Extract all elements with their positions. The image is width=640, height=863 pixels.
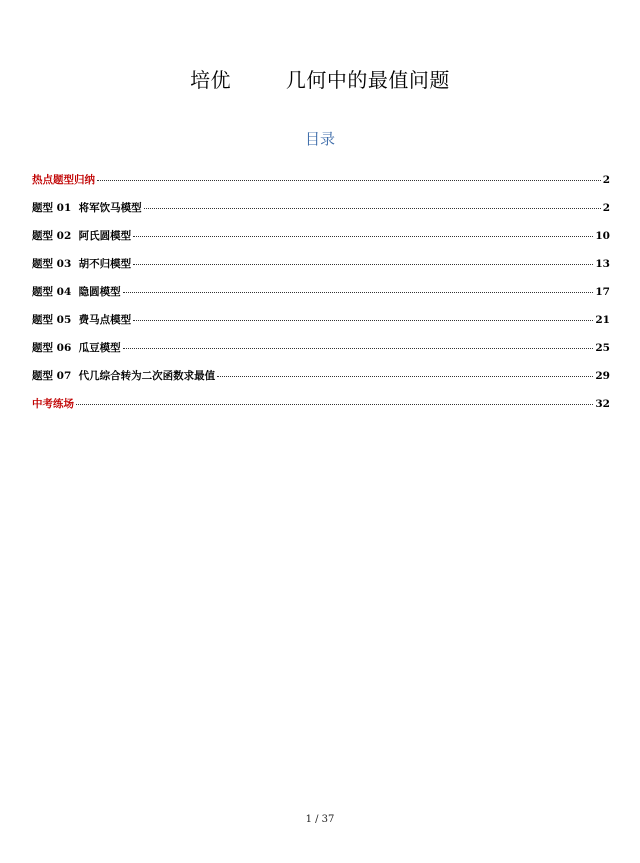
toc-entry-type-05[interactable] [32, 312, 610, 340]
toc-entry-label: 题型 01 将军饮马模型 [32, 202, 142, 214]
toc-entry-label: 题型 04 隐圆模型 [32, 286, 121, 298]
toc-entry-type-07[interactable] [32, 368, 610, 396]
toc-entry-label: 题型 05 费马点模型 [32, 314, 132, 326]
dot-leader [133, 320, 593, 321]
toc-entry-type-03[interactable] [32, 256, 610, 284]
dot-leader [76, 404, 593, 405]
toc-entry-page: 21 [595, 314, 610, 326]
dot-leader [123, 292, 594, 293]
toc-entry-type-06[interactable] [32, 340, 610, 368]
dot-leader [217, 376, 593, 377]
dot-leader [97, 180, 601, 181]
toc-entry-label: 题型 02 阿氏圆模型 [32, 230, 132, 242]
dot-leader [144, 208, 601, 209]
toc-entry-page: 17 [595, 286, 610, 298]
page-number: 1 / 37 [305, 814, 335, 825]
toc-entry-type-02[interactable] [32, 228, 610, 256]
dot-leader [133, 236, 593, 237]
dot-leader [133, 264, 593, 265]
toc-entry-page: 2 [602, 202, 610, 214]
toc-entry-page: 13 [595, 258, 610, 270]
toc-entry-label: 题型 06 瓜豆模型 [32, 342, 121, 354]
toc-entry-page: 2 [602, 174, 610, 186]
toc-entry-label: 中考练场 [32, 398, 74, 410]
toc-heading: 目录 [304, 130, 335, 148]
toc-entry-hot-topics[interactable] [32, 172, 610, 200]
toc-entry-type-04[interactable] [32, 284, 610, 312]
toc-entry-page: 32 [595, 398, 610, 410]
dot-leader [123, 348, 594, 349]
toc-entry-label: 题型 03 胡不归模型 [32, 258, 132, 270]
toc-entry-page: 25 [595, 342, 610, 354]
toc-entry-practice[interactable] [32, 396, 610, 424]
toc-entry-page: 10 [595, 230, 610, 242]
toc-entry-label: 题型 07 代几综合转为二次函数求最值 [32, 370, 216, 382]
toc-entry-page: 29 [595, 370, 610, 382]
toc-entry-label: 热点题型归纳 [32, 174, 95, 186]
page-title: 培优 几何中的最值问题 [190, 68, 450, 92]
table-of-contents [32, 172, 610, 424]
toc-entry-type-01[interactable] [32, 200, 610, 228]
